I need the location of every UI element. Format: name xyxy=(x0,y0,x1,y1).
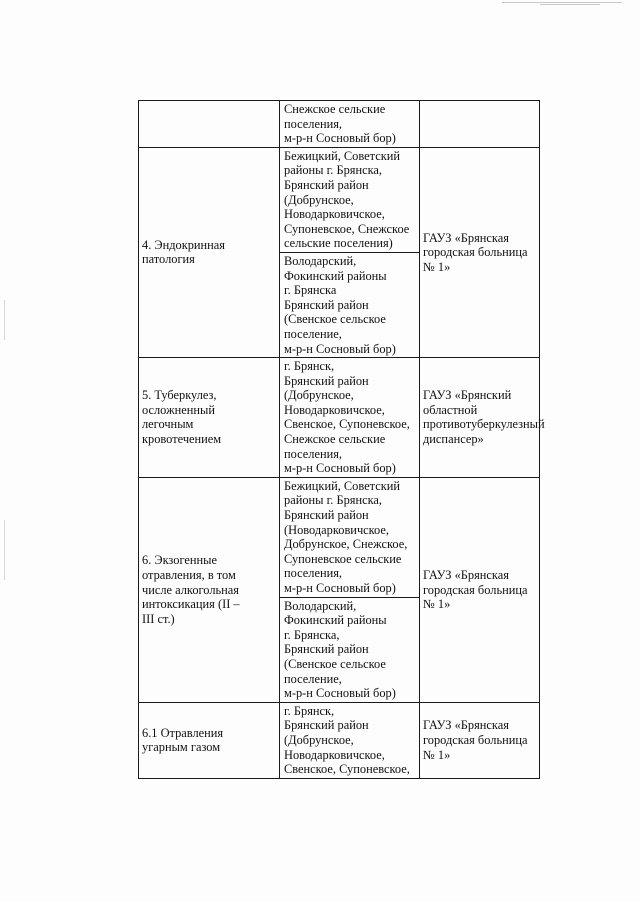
institution-text xyxy=(423,568,536,612)
institution-line: противотуберкулезный xyxy=(423,417,545,432)
institution-cell xyxy=(420,477,540,702)
service-area-line: Свенское, Супоневское, xyxy=(284,762,410,777)
scan-artifact-speck xyxy=(4,520,5,580)
service-area-line: (Свенское сельское xyxy=(284,656,386,671)
service-area-line: (Добрунское, xyxy=(284,192,354,207)
service-area-cell xyxy=(280,252,420,357)
condition-line: кровотечением xyxy=(142,432,222,447)
condition-line: отравления, в том xyxy=(142,567,236,582)
service-area-cell xyxy=(280,147,420,252)
service-area-line: г. Брянск, xyxy=(284,359,335,374)
service-area-line: районы г. Брянска, xyxy=(284,493,383,508)
service-area-line: г. Брянска, xyxy=(284,627,340,642)
institution-line: ГАУЗ «Брянская xyxy=(423,718,509,733)
table-row xyxy=(139,101,540,148)
condition-cell xyxy=(139,702,280,778)
service-area-line: м-р-н Сосновый бор) xyxy=(284,581,396,595)
service-area-line: сельские поселения) xyxy=(284,236,393,251)
condition-line: числе алкогольная xyxy=(142,582,239,597)
condition-line: угарным газом xyxy=(142,740,221,755)
table-row xyxy=(139,358,540,478)
condition-line: III ст.) xyxy=(142,611,175,626)
service-area-cell xyxy=(280,101,420,148)
service-area-line: Новодарковичское, xyxy=(284,207,385,222)
table-row xyxy=(139,147,540,252)
institution-cell xyxy=(420,702,540,778)
condition-text xyxy=(142,238,276,267)
service-area-line: поселения, xyxy=(284,116,343,131)
service-area-line: поселения, xyxy=(284,566,343,581)
service-area-line: Новодарковичское, xyxy=(284,402,385,417)
service-area-line: м-р-н Сосновый бор) xyxy=(284,461,396,476)
service-area-line: Бежицкий, Советский xyxy=(284,478,400,493)
institution-cell xyxy=(420,101,540,148)
service-area-line: г. Брянск, xyxy=(284,703,335,718)
condition-line: интоксикация (II – xyxy=(142,597,240,612)
scan-artifact-speck xyxy=(4,300,5,340)
condition-cell xyxy=(139,147,280,357)
institution-text xyxy=(423,718,536,762)
scan-artifact-line xyxy=(502,2,622,3)
institution-line: № 1» xyxy=(423,259,451,274)
institution-cell xyxy=(420,358,545,478)
institution-text xyxy=(423,388,545,447)
condition-line: 6. Экзогенные xyxy=(142,553,217,568)
table-row xyxy=(139,477,540,597)
service-area-line: Брянский район xyxy=(284,373,369,388)
institution-line: № 1» xyxy=(423,747,451,762)
service-area-line: Снежское сельские xyxy=(284,432,386,447)
service-area-line: Фокинский районы xyxy=(284,613,387,628)
scan-artifact-line xyxy=(540,4,600,5)
service-area-line: Брянский район xyxy=(284,297,369,312)
service-area-line: (Свенское сельское xyxy=(284,312,386,327)
service-area-line: Фокинский районы xyxy=(284,268,387,283)
service-area-line: Володарский, xyxy=(284,253,357,268)
institution-line: № 1» xyxy=(423,597,451,612)
service-area-line: Новодарковичское, xyxy=(284,747,385,762)
service-area-line: Брянский район xyxy=(284,642,369,657)
institution-line: городская больница xyxy=(423,582,528,597)
table-row xyxy=(139,702,540,778)
service-area-line: (Добрунское, xyxy=(284,388,354,403)
condition-line: легочным xyxy=(142,417,194,432)
institution-cell xyxy=(420,147,540,357)
condition-text xyxy=(142,726,276,755)
service-area-cell xyxy=(280,477,420,597)
institution-line: ГАУЗ «Брянская xyxy=(423,230,509,245)
assignment-table xyxy=(138,100,545,779)
service-area-line: Бежицкий, Советский xyxy=(284,148,400,163)
condition-line: патология xyxy=(142,252,195,267)
service-area-line: Брянский район xyxy=(284,177,369,192)
condition-cell xyxy=(139,101,280,148)
condition-text xyxy=(142,388,276,446)
service-area-line: поселение, xyxy=(284,671,342,686)
service-area-line: Супоневское, Снежское xyxy=(284,221,410,236)
service-area-line: Володарский, xyxy=(284,598,357,613)
institution-line: ГАУЗ «Брянский xyxy=(423,388,512,403)
service-area-line: поселение, xyxy=(284,326,342,341)
service-area-line: м-р-н Сосновый бор) xyxy=(284,686,396,701)
service-area-cell xyxy=(280,358,420,478)
service-area-line: районы г. Брянска, xyxy=(284,163,383,178)
service-area-line: (Добрунское, xyxy=(284,732,354,747)
institution-text xyxy=(423,231,536,275)
service-area-line: Супоневское сельские xyxy=(284,551,402,566)
service-area-line: (Новодарковичское, xyxy=(284,522,390,537)
institution-line: диспансер» xyxy=(423,432,484,447)
service-area-line: Брянский район xyxy=(284,718,369,733)
institution-line: ГАУЗ «Брянская xyxy=(423,567,509,582)
service-area-line: Брянский район xyxy=(284,508,369,523)
service-area-line: м-р-н Сосновый бор) xyxy=(284,131,396,146)
service-area-cell xyxy=(280,597,420,702)
condition-cell xyxy=(139,477,280,702)
condition-text xyxy=(142,553,276,626)
institution-line: городская больница xyxy=(423,245,528,260)
service-area-cell xyxy=(280,702,420,778)
service-area-line: Добрунское, Снежское, xyxy=(284,537,408,552)
service-area-line: г. Брянска xyxy=(284,283,337,298)
assignment-table-body xyxy=(139,101,545,779)
condition-line: 5. Туберкулез, xyxy=(142,388,217,403)
service-area-line: Свенское, Супоневское, xyxy=(284,417,410,432)
service-area-line: поселения, xyxy=(284,446,343,461)
service-area-line: Снежское сельские xyxy=(284,102,386,116)
condition-line: осложненный xyxy=(142,402,215,417)
condition-line: 6.1 Отравления xyxy=(142,725,224,740)
institution-line: городская больница xyxy=(423,732,528,747)
service-area-line: м-р-н Сосновый бор) xyxy=(284,341,396,356)
condition-cell xyxy=(139,358,280,478)
condition-line: 4. Эндокринная xyxy=(142,237,226,252)
institution-line: областной xyxy=(423,402,478,417)
